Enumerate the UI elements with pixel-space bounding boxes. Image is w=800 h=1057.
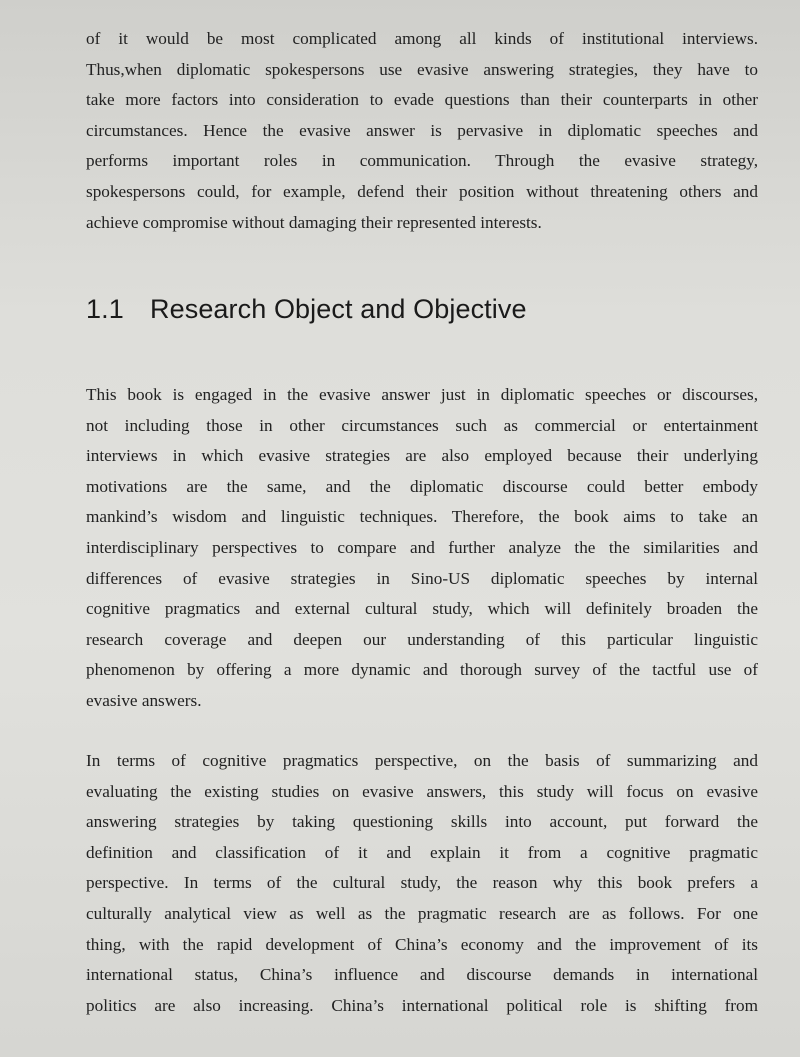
paragraph-research-object (86, 380, 758, 717)
text-line: culturally analytical view as well as the pragmatic research are as follows. For one (86, 903, 758, 923)
text-line: not including those in other circumstances such as commercial or entertainment (86, 415, 758, 435)
text-line: perspective. In terms of the cultural study, the reason why this book prefers a (86, 873, 758, 893)
text-line: Thus,when diplomatic spokespersons use evasive answering strategies, they have to (86, 59, 758, 79)
text-line: evaluating the existing studies on evasive answers, this study will focus on evasive (86, 781, 758, 801)
text-line: politics are also increasing. China’s international political role is shifting from (86, 995, 758, 1015)
text-line: This book is engaged in the evasive answer just in diplomatic speeches or discourses, (86, 385, 758, 404)
text-line: spokespersons could, for example, defend their position without threatening others and (86, 181, 758, 201)
text-line: thing, with the rapid development of China’s economy and the improvement of its (86, 934, 758, 954)
text-line: mankind’s wisdom and linguistic techniques. Therefore, the book aims to take an (86, 507, 758, 527)
text-line: achieve compromise without damaging their represented interests. (86, 212, 542, 232)
text-line: In terms of cognitive pragmatics perspective, on the basis of summarizing and (86, 751, 758, 770)
text-line: interviews in which evasive strategies are also employed because their underlying (86, 446, 758, 466)
text-line: international status, China’s influence and discourse demands in international (86, 965, 758, 985)
text-line: circumstances. Hence the evasive answer is pervasive in diplomatic speeches and (86, 120, 758, 140)
text-line: cognitive pragmatics and external cultural study, which will definitely broaden the (86, 599, 758, 619)
text-line: performs important roles in communication. Through the evasive strategy, (86, 151, 758, 171)
paragraph-intro-continued (86, 24, 758, 238)
text-line: of it would be most complicated among all kinds of institutional interviews. (86, 29, 758, 48)
text-line: research coverage and deepen our understanding of this particular linguistic (86, 629, 758, 649)
text-line: phenomenon by offering a more dynamic and thorough survey of the tactful use of (86, 660, 758, 680)
text-line: evasive answers. (86, 690, 202, 710)
section-number: 1.1 (86, 294, 124, 324)
section-title: Research Object and Objective (150, 294, 527, 324)
text-line: interdisciplinary perspectives to compare and further analyze the the similarities and (86, 537, 758, 557)
section-heading (86, 294, 527, 325)
text-line: motivations are the same, and the diplomatic discourse could better embody (86, 476, 758, 496)
paragraph-cognitive-pragmatics (86, 746, 758, 1021)
text-line: differences of evasive strategies in Sino-US diplomatic speeches by internal (86, 568, 758, 588)
text-line: answering strategies by taking questioning skills into account, put forward the (86, 812, 758, 832)
text-line: definition and classification of it and explain it from a cognitive pragmatic (86, 842, 758, 862)
text-line: take more factors into consideration to evade questions than their counterparts in other (86, 90, 758, 110)
